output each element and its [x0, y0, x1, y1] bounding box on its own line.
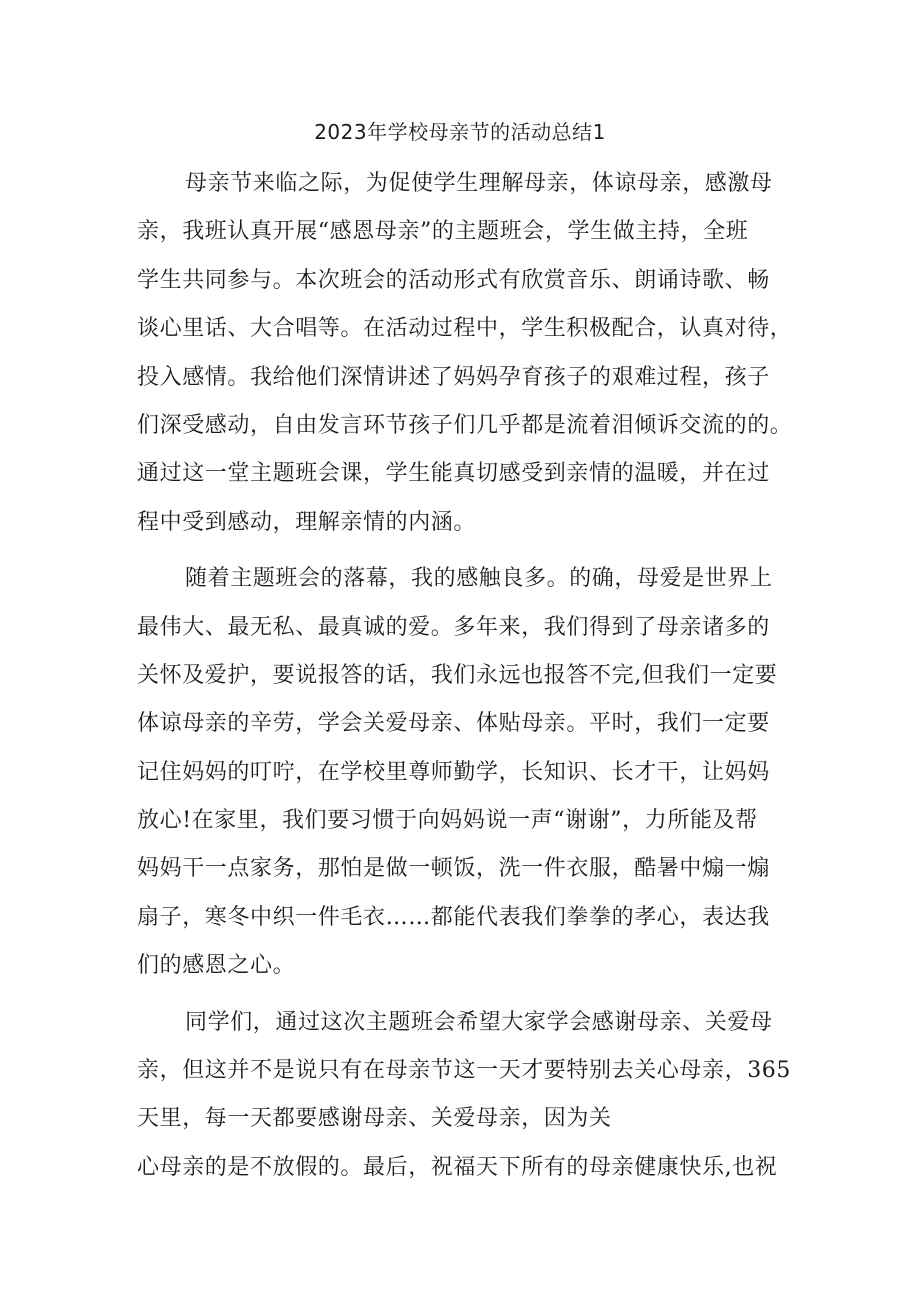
paragraph-3-line-3: 天里，每一天都要感谢母亲、关爱母亲，因为关	[137, 1106, 612, 1132]
paragraph-3-line-4: 心母亲的是不放假的。最后，祝福天下所有的母亲健康快乐,也祝	[137, 1154, 778, 1180]
paragraph-2-line-9: 们的感恩之心。	[137, 953, 296, 979]
paragraph-2-line-7: 妈妈干一点家务，那怕是做一顿饭，洗一件衣服，酷暑中煽一煽	[137, 856, 770, 882]
document-title: 2023年学校母亲节的活动总结1	[314, 120, 606, 144]
document-body	[137, 160, 797, 1192]
paragraph-2-line-8: 扇子，寒冬中织一件毛衣……都能代表我们拳拳的孝心，表达我	[137, 904, 770, 930]
paragraph-1-line-7: 通过这一堂主题班会课，学生能真切感受到亲情的温暖，并在过	[137, 461, 770, 487]
paragraph-2-line-4: 体谅母亲的辛劳，学会关爱母亲、体贴母亲。平时，我们一定要	[137, 711, 770, 737]
paragraph-3-line-2: 亲，但这并不是说只有在母亲节这一天才要特别去关心母亲，365	[137, 1058, 791, 1084]
paragraph-2-line-3: 关怀及爱护，要说报答的话，我们永远也报答不完,但我们一定要	[137, 662, 778, 688]
paragraph-1-line-4: 谈心里话、大合唱等。在活动过程中，学生积极配合，认真对待，	[137, 316, 793, 342]
paragraph-1-line-5: 投入感情。我给他们深情讲述了妈妈孕育孩子的艰难过程，孩子	[137, 364, 770, 390]
paragraph-1-line-2: 亲，我班认真开展“感恩母亲”的主题班会，学生做主持，全班	[137, 219, 749, 245]
paragraph-1-line-8: 程中受到感动，理解亲情的内涵。	[137, 509, 477, 535]
paragraph-2-line-1: 随着主题班会的落幕，我的感触良多。的确，母爱是世界上	[185, 566, 773, 592]
paragraph-1-line-1: 母亲节来临之际，为促使学生理解母亲，体谅母亲，感激母	[185, 171, 773, 196]
paragraph-1-line-3: 学生共同参与。本次班会的活动形式有欣赏音乐、朗诵诗歌、畅	[137, 267, 770, 293]
paragraph-2-line-6: 放心!在家里，我们要习惯于向妈妈说一声“谢谢”，力所能及帮	[137, 808, 758, 834]
paragraph-3-line-1: 同学们，通过这次主题班会希望大家学会感谢母亲、关爱母	[185, 1009, 773, 1035]
paragraph-2-line-2: 最伟大、最无私、最真诚的爱。多年来，我们得到了母亲诸多的	[137, 614, 770, 640]
paragraph-2-line-5: 记住妈妈的叮咛，在学校里尊师勤学，长知识、长才干，让妈妈	[137, 759, 770, 785]
paragraph-1-line-6: 们深受感动，自由发言环节孩子们几乎都是流着泪倾诉交流的的。	[137, 412, 793, 438]
